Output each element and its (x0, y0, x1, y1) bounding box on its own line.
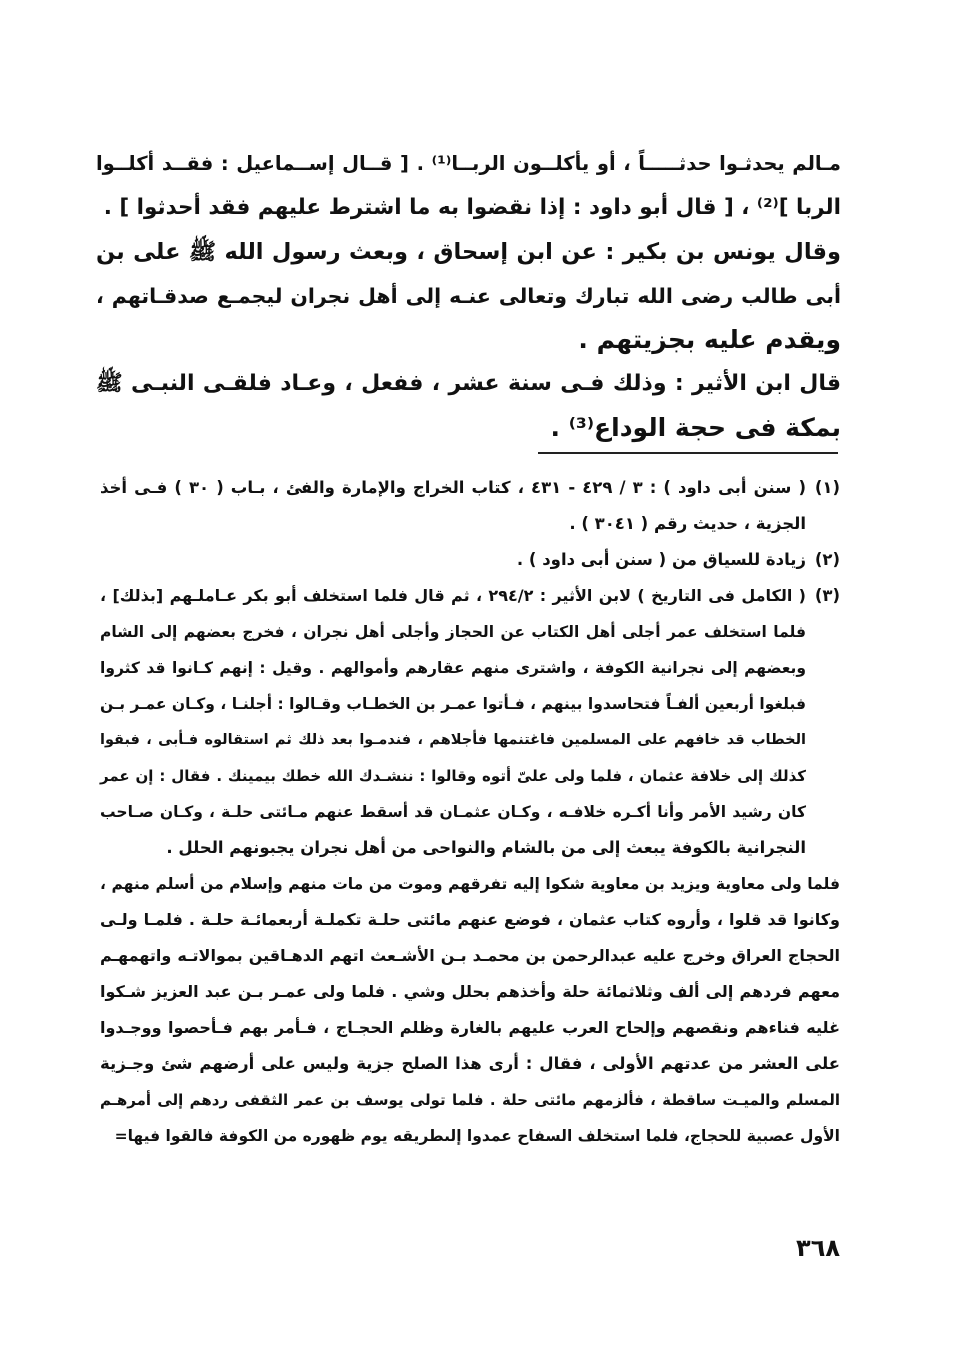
footnote-continuation (100, 866, 840, 1154)
footnote-line: ( الكامل فى التاريخ ) لابن الأثير : ٢٩٤/٢ ، ثم قال فلما استخلف أبو بكر عـاملـهم [بذلك] ، (100, 586, 806, 605)
footnote-line: غليه فناءهم ونقصهم وإلحاح العرب عليهم بالغارة وظلم الحجـاج ، فـأمر بهم فـأحصوا ووجـدوا (100, 1018, 840, 1037)
footnote-line: الحجاج العراق وخرج عليه عبدالرحمن بن محمـد بـن الأشـعث اتهم الدهـاقين بموالاتـه واتهمهـم (100, 946, 840, 965)
footnote-divider (538, 452, 838, 454)
page-number: ٣٦٨ (796, 1234, 840, 1262)
main-text (96, 142, 841, 450)
main-line: الربا ]⁽²⁾ ، [ قال أبو داود : إذا نقضوا به ما اشترط عليهم فقد أحدثوا ] . (103, 195, 841, 220)
footnote-line: المسلم والميـت ساقطة ، فألزمهم مائتى حلة . فلما تولى يوسف بن عمر الثقفى ردهم إلى أمرهـم (100, 1091, 840, 1109)
footnote-1 (100, 470, 840, 542)
footnote-line: زيادة للسياق من ( سنن أبى داود ) . (516, 550, 806, 569)
main-line: أبى طالب رضى الله تبارك وتعالى عنـه إلى أهل نجران ليجمـع صدقـاتهم ، (96, 284, 841, 308)
footnote-line: وكانوا قد قلوا ، وأروه كتاب عثمان ، فوضع عنهم مائتى حلـة تكملـة أربعمائـة حلـة . فلمـا ولـى (100, 910, 840, 929)
footnote-2 (100, 542, 840, 578)
footnote-number: (٢) (814, 550, 840, 569)
footnote-line: على العشر من عدتهم الأولى ، فقال : أرى هذا الصلح جزية وليس على أرضهم شئ وجـزية (100, 1054, 840, 1073)
footnote-line: كذلك إلى خلافة عثمان ، فلما ولى علىّ أتوه وقالوا : ننشـدك الله خطك بيمينك . فقال : إن عمر (100, 767, 806, 785)
main-line: قال ابن الأثير : وذلك فـى سنة عشر ، ففعل ، وعـاد فلقـى النبـى ﷺ (96, 371, 841, 396)
footnote-line: ( سنن أبى داود ) : ٣ / ٤٢٩ - ٤٣١ ، كتاب الخراج والإمارة والفئ ، بـاب ( ٣٠ ) فـى أخذ (100, 478, 806, 497)
footnote-number: (٣) (814, 586, 840, 605)
footnote-line: فلما ولى معاوية ويزيد بن معاوية شكوا إليه تفرقهم وموت من مات منهم وإسلام من أسلم منهم ، (100, 875, 840, 893)
footnote-line: وبعضهم إلى نجرانية الكوفة ، واشترى منهم عقارهم وأموالهم . وقيل : إنهم كـانوا قد كثروا (100, 659, 806, 677)
main-line: ويقدم عليه بجزيتهم . (578, 325, 841, 354)
main-line: مـالم يحدثـوا حدثـــــاً ، أو يأكلــون الربــا⁽¹⁾ . [ قــال إســماعيل : فقــد أكلــوا (96, 152, 841, 175)
footnote-line: الأول عصبية للحجاج، فلما استخلف السفاح عمدوا إلىطريقه يوم ظهوره من الكوفة فالقوا فيها= (114, 1127, 840, 1145)
footnotes (100, 470, 840, 1154)
footnote-line: فلما استخلف عمر أجلى أهل الكتاب عن الحجاز وأجلى أهل نجران ، فخرج بعضهم إلى الشام (100, 623, 806, 641)
footnote-3 (100, 578, 840, 866)
footnote-line: فبلغوا أربعين ألفـاً فتحاسدوا بينهم ، فـأتوا عمـر بن الخطـاب وقـالوا : أجلنـا ، وكـان عمـر بـن (100, 695, 806, 713)
footnote-line: معهم فردهم إلى ألف وثلاثمائة حلة وأخذهم بحلل وشي . فلما ولى عمـر بـن عبد العزيز شـكوا (100, 982, 840, 1001)
footnote-line: كان رشيد الأمر وأنا أكـره خلافـه ، وكـان عثمـان قد أسقط عنهم مـائتى حلـة ، وكـان صـاحب (100, 803, 806, 821)
footnote-line: الجزية ، حديث رقم ( ٣٠٤١ ) . (569, 514, 806, 533)
footnote-line: الخطاب قد خافهم على المسلمين فاغتنمها فأجلاهم ، فندمـوا بعد ذلك ثم استقالوه فـأبى ، فبقوا (100, 732, 806, 748)
main-line: بمكة فى حجة الوداع⁽³⁾ . (550, 413, 841, 442)
footnote-line: النجرانية بالكوفة يبعث إلى من بالشام والنواحى من أهل نجران يجبونهم الحلل . (166, 838, 806, 857)
footnote-number: (١) (814, 478, 840, 497)
main-line: وقال يونس بن بكير : عن ابن إسحاق ، وبعث رسول الله ﷺ على بن (96, 239, 841, 265)
